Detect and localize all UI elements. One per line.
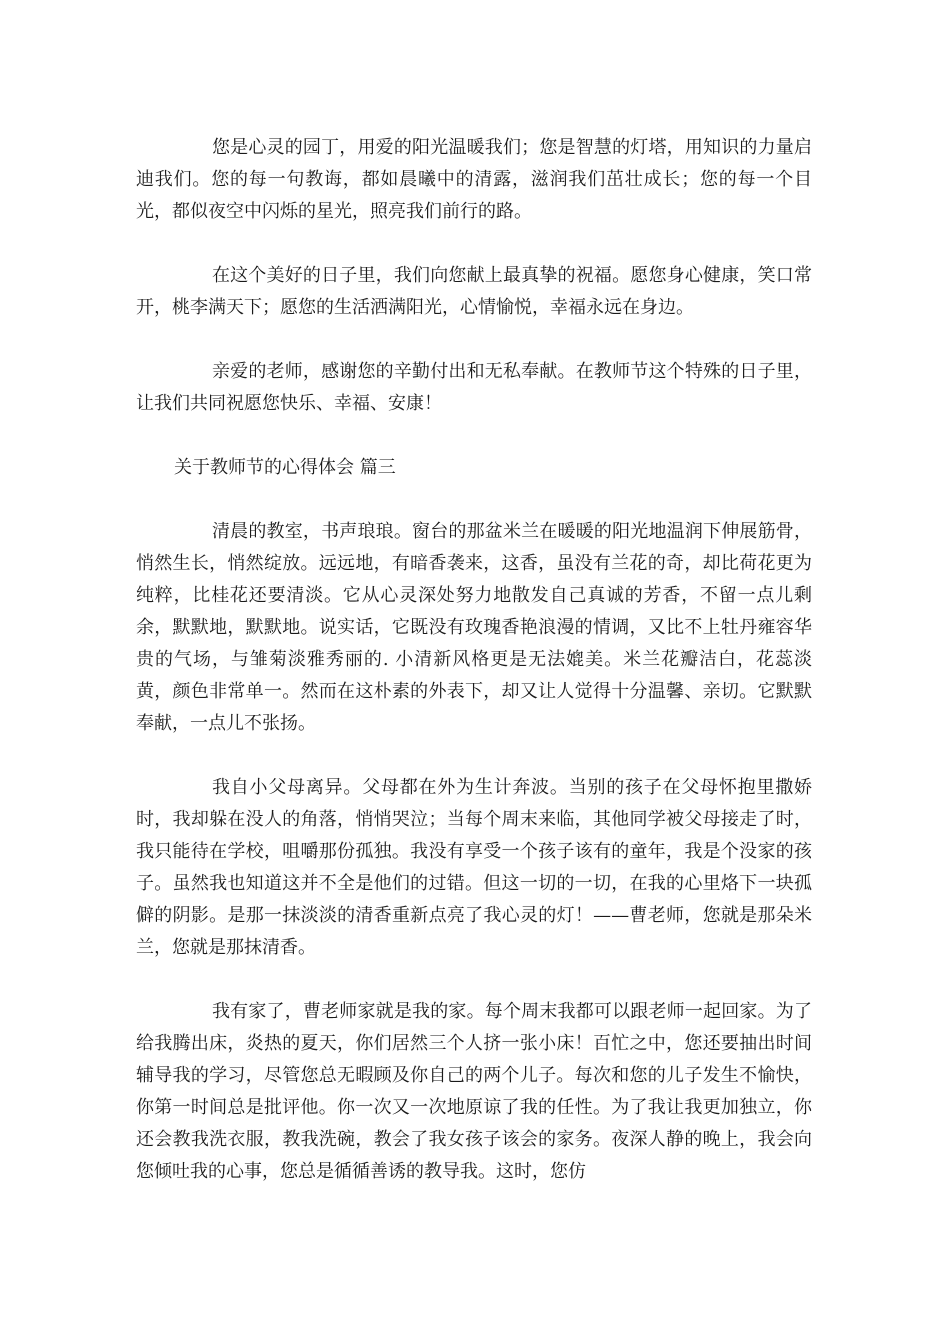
paragraph-blessing: 在这个美好的日子里，我们向您献上最真挚的祝福。愿您身心健康，笑口常开，桃李满天下；愿您的生活洒满阳光，心情愉悦，幸福永远在身边。 — [136, 265, 812, 318]
paragraph-teacher-gardener: 您是心灵的园丁，用爱的阳光温暖我们；您是智慧的灯塔，用知识的力量启迪我们。您的每一句教诲，都如晨曦中的清露，滋润我们茁壮成长；您的每一个目光，都似夜空中闪烁的星光，照亮我们前行的路。 — [136, 137, 812, 222]
paragraph-home: 我有家了，曹老师家就是我的家。每个周末我都可以跟老师一起回家。为了给我腾出床，炎热的夏天，你们居然三个人挤一张小床！百忙之中，您还要抽出时间辅导我的学习，尽管您总无暇顾及你自己的两个儿子。每次和您的儿子发生不愉快，你第一时间总是批评他。你一次又一次地原谅了我的任性。为了我让我更加独立，你还会教我洗衣服，教我洗碗，教会了我女孩子该会的家务。夜深人静的晚上，我会向您倾吐我的心事，您总是循循善诱的教导我。这时，您仿 — [136, 1001, 812, 1182]
paragraph-thanks: 亲爱的老师，感谢您的辛勤付出和无私奉献。在教师节这个特殊的日子里，让我们共同祝愿您快乐、幸福、安康！ — [136, 361, 812, 414]
paragraph-milan-flower: 清晨的教室，书声琅琅。窗台的那盆米兰在暖暖的阳光地温润下伸展筋骨，悄然生长，悄然绽放。远远地，有暗香袭来，这香，虽没有兰花的奇，却比荷花更为纯粹，比桂花还要清淡。它从心灵深处努力地散发自己真诚的芳香，不留一点儿剩余，默默地，默默地。说实话，它既没有玫瑰香艳浪漫的情调，又比不上牡丹雍容华贵的气场，与雏菊淡雅秀丽的. 小清新风格更是无法媲美。米兰花瓣洁白，花蕊淡黄，颜色非常单一。然而在这朴素的外表下，却又让人觉得十分温馨、亲切。它默默奉献，一点儿不张扬。 — [136, 521, 812, 734]
document-body — [136, 132, 812, 1220]
paragraph-childhood: 我自小父母离异。父母都在外为生计奔波。当别的孩子在父母怀抱里撒娇时，我却躲在没人的角落，悄悄哭泣；当每个周末来临，其他同学被父母接走了时，我只能待在学校，咀嚼那份孤独。我没有享受一个孩子该有的童年，我是个没家的孩子。虽然我也知道这并不全是他们的过错。但这一切的一切，在我的心里烙下一块孤僻的阴影。是那一抹淡淡的清香重新点亮了我心灵的灯！——曹老师，您就是那朵米兰，您就是那抹清香。 — [136, 777, 812, 958]
section-heading: 关于教师节的心得体会 篇三 — [174, 457, 396, 478]
